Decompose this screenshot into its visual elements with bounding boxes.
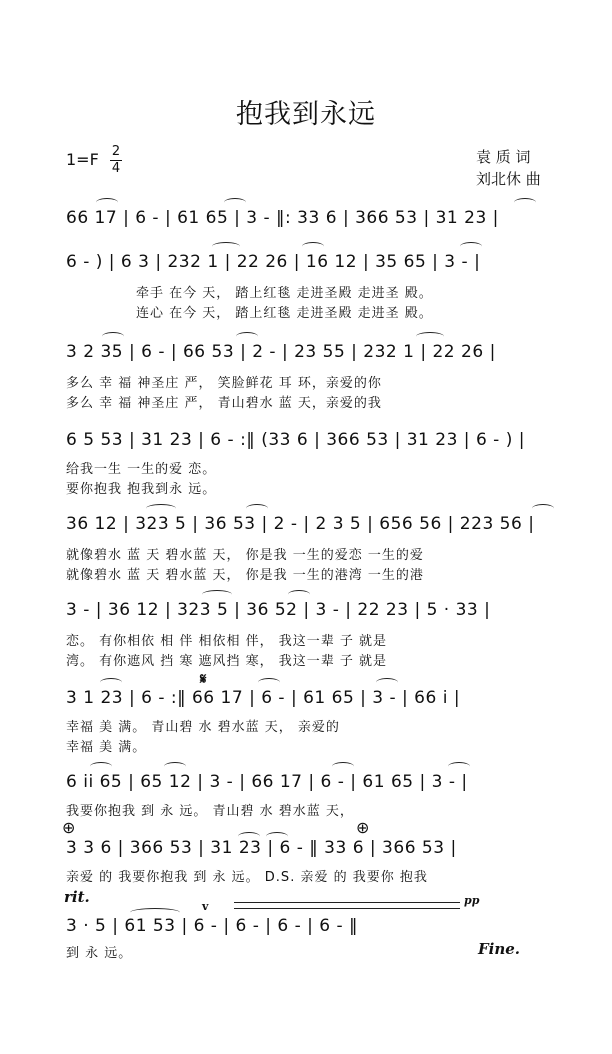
lyric-verse-2: 就像碧水 蓝 天 碧水蓝 天， 你是我 一生的港湾 一生的港 — [66, 568, 424, 583]
diminuendo-line — [234, 902, 460, 903]
lyric-verse-2: 幸福 美 满。 — [66, 740, 147, 755]
lyric-verse-1: 亲爱 的 我要你抱我 到 永 远。 D.S. 亲爱 的 我要你 抱我 — [66, 870, 428, 885]
lyric-verse-1: 恋。 有你相依 相 伴 相依相 伴， 我这一辈 子 就是 — [66, 634, 388, 649]
diminuendo-line — [234, 908, 460, 909]
notation-row: 66 17 | 6 - | 61 65 | 3 - ‖: 33 6 | 366 53 | 31 23 | — [66, 208, 499, 228]
pianissimo-mark: pp — [464, 894, 480, 907]
fine-mark: Fine. — [478, 940, 521, 958]
breath-mark: v — [202, 900, 209, 913]
lyric-verse-2: 要你抱我 抱我到永 远。 — [66, 482, 217, 497]
lyric-verse-1: 幸福 美 满。 青山碧 水 碧水蓝 天， 亲爱的 — [66, 720, 340, 735]
notation-row: 36 12 | 323 5 | 36 53 | 2 - | 2 3 5 | 656 56 | 223 56 | — [66, 514, 535, 534]
ritardando-mark: rit. — [64, 888, 90, 906]
lyric-verse-2: 多么 幸 福 神圣庄 严， 青山碧水 蓝 天，亲爱的我 — [66, 396, 382, 411]
coda-icon: ⊕ — [356, 818, 370, 837]
lyric-verse-1: 到 永 远。 — [66, 946, 133, 961]
notation-row: 6 5 53 | 31 23 | 6 - :‖ (33 6 | 366 53 | 31 23 | 6 - ) | — [66, 430, 525, 450]
song-title: 抱我到永远 — [236, 99, 376, 130]
notation-row: 3 - | 36 12 | 323 5 | 36 52 | 3 - | 22 23 | 5 · 33 | — [66, 600, 491, 620]
lyric-verse-1: 牵手 在今 天， 踏上红毯 走进圣殿 走进圣 殿。 — [136, 286, 433, 301]
lyric-verse-2: 湾。 有你遮风 挡 寒 遮风挡 寒， 我这一辈 子 就是 — [66, 654, 388, 669]
time-numerator: 2 — [111, 144, 121, 159]
lyric-verse-2: 连心 在今 天， 踏上红毯 走进圣殿 走进圣 殿。 — [136, 306, 433, 321]
lyric-verse-1: 就像碧水 蓝 天 碧水蓝 天， 你是我 一生的爱恋 一生的爱 — [66, 548, 424, 563]
lyric-verse-1: 我要你抱我 到 永 远。 青山碧 水 碧水蓝 天， — [66, 804, 354, 819]
notation-row: 3 1 23 | 6 - :‖ 66 17 | 6 - | 61 65 | 3 - | 66 i | — [66, 688, 461, 708]
time-signature — [110, 145, 122, 176]
lyricist-credit: 袁 质 词 — [476, 148, 531, 166]
coda-icon: ⊕ — [62, 818, 76, 837]
lyric-verse-1: 给我一生 一生的爱 恋。 — [66, 462, 217, 477]
notation-row: 3 · 5 | 61 53 | 6 - | 6 - | 6 - | 6 - ‖ — [66, 916, 359, 936]
segno-icon: 𝄋 — [200, 670, 207, 688]
key-signature: 1=F — [66, 150, 99, 169]
notation-row: 6 - ) | 6 3 | 232 1 | 22 26 | 16 12 | 35 65 | 3 - | — [66, 252, 481, 272]
time-denominator: 4 — [111, 161, 121, 176]
notation-row: 3 2 35 | 6 - | 66 53 | 2 - | 23 55 | 232 1 | 22 26 | — [66, 342, 496, 362]
notation-row: 3 3 6 | 366 53 | 31 23 | 6 - ‖ 33 6 | 366 53 | — [66, 838, 457, 858]
lyric-verse-1: 多么 幸 福 神圣庄 严， 笑脸鲜花 耳 环，亲爱的你 — [66, 376, 382, 391]
composer-credit: 刘北休 曲 — [476, 170, 541, 188]
notation-row: 6 ii 65 | 65 12 | 3 - | 66 17 | 6 - | 61 65 | 3 - | — [66, 772, 468, 792]
